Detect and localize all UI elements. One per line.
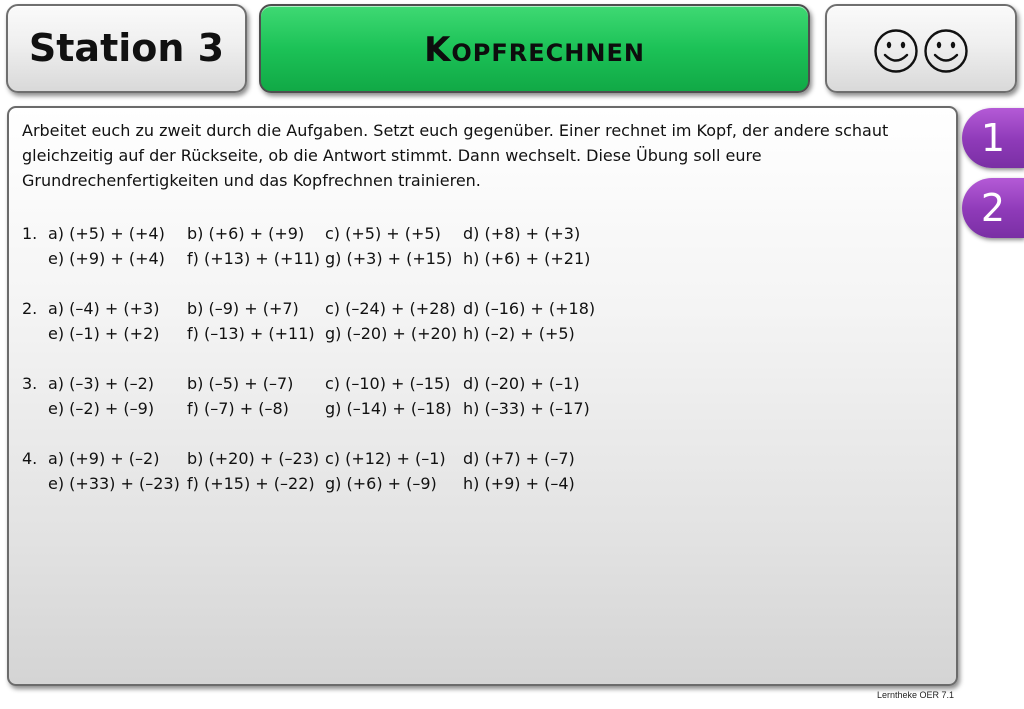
exercise-item: f) (–7) + (–8) (187, 399, 289, 418)
exercise-item: g) (–14) + (–18) (325, 399, 452, 418)
level-tab-2[interactable] (962, 178, 1024, 238)
exercise-item: f) (+15) + (–22) (187, 474, 315, 493)
exercise-item: e) (–1) + (+2) (48, 324, 160, 343)
exercise-item: d) (+7) + (–7) (463, 449, 575, 468)
exercise-item: c) (+5) + (+5) (325, 224, 441, 243)
topic-header-box (259, 4, 810, 93)
level-number: 1 (980, 116, 1006, 160)
exercise-item: c) (–10) + (–15) (325, 374, 451, 393)
station-title: Station 3 (28, 26, 225, 70)
level-tab-1[interactable] (962, 108, 1024, 168)
smiley-row (827, 28, 1015, 74)
exercise-item: b) (–9) + (+7) (187, 299, 299, 318)
station-header-box (6, 4, 247, 93)
exercise-item: c) (–24) + (+28) (325, 299, 456, 318)
exercise-item: f) (–13) + (+11) (187, 324, 315, 343)
smiley-face-icon (873, 28, 919, 74)
level-number: 2 (980, 186, 1006, 230)
exercise-item: a) (–4) + (+3) (48, 299, 160, 318)
exercise-item: a) (+5) + (+4) (48, 224, 165, 243)
task-number: 3. (22, 374, 38, 393)
topic-title: Kopfrechnen (424, 30, 645, 70)
exercise-item: d) (–20) + (–1) (463, 374, 580, 393)
content-panel (7, 106, 958, 686)
task-number: 4. (22, 449, 38, 468)
task-number: 2. (22, 299, 38, 318)
exercise-item: c) (+12) + (–1) (325, 449, 446, 468)
exercise-item: g) (–20) + (+20) (325, 324, 458, 343)
exercise-item: b) (+20) + (–23) (187, 449, 320, 468)
exercise-item: h) (+9) + (–4) (463, 474, 575, 493)
exercise-item: h) (+6) + (+21) (463, 249, 591, 268)
exercise-item: a) (+9) + (–2) (48, 449, 160, 468)
difficulty-box (825, 4, 1017, 93)
smiley-face-icon (923, 28, 969, 74)
exercise-item: e) (+9) + (+4) (48, 249, 165, 268)
exercise-item: e) (–2) + (–9) (48, 399, 155, 418)
exercise-item: f) (+13) + (+11) (187, 249, 321, 268)
exercise-item: b) (+6) + (+9) (187, 224, 305, 243)
exercise-item: h) (–33) + (–17) (463, 399, 590, 418)
exercise-item: h) (–2) + (+5) (463, 324, 575, 343)
exercise-item: e) (+33) + (–23) (48, 474, 180, 493)
task-number: 1. (22, 224, 38, 243)
exercise-item: g) (+6) + (–9) (325, 474, 437, 493)
exercise-item: b) (–5) + (–7) (187, 374, 294, 393)
exercise-item: a) (–3) + (–2) (48, 374, 155, 393)
exercise-item: d) (–16) + (+18) (463, 299, 596, 318)
footer-text: Lerntheke OER 7.1 (876, 690, 954, 700)
instructions-text: Arbeitet euch zu zweit durch die Aufgaben. Setzt euch gegenüber. Einer rechnet im Kopf, der andere schaut gleichzeitig auf der Rückseite, ob die Antwort stimmt. Dann wechselt. Diese Übung soll eure Grundrechenfertigkeiten und das Kopfrechnen trainieren. (22, 121, 889, 190)
exercise-item: g) (+3) + (+15) (325, 249, 453, 268)
exercise-item: d) (+8) + (+3) (463, 224, 581, 243)
